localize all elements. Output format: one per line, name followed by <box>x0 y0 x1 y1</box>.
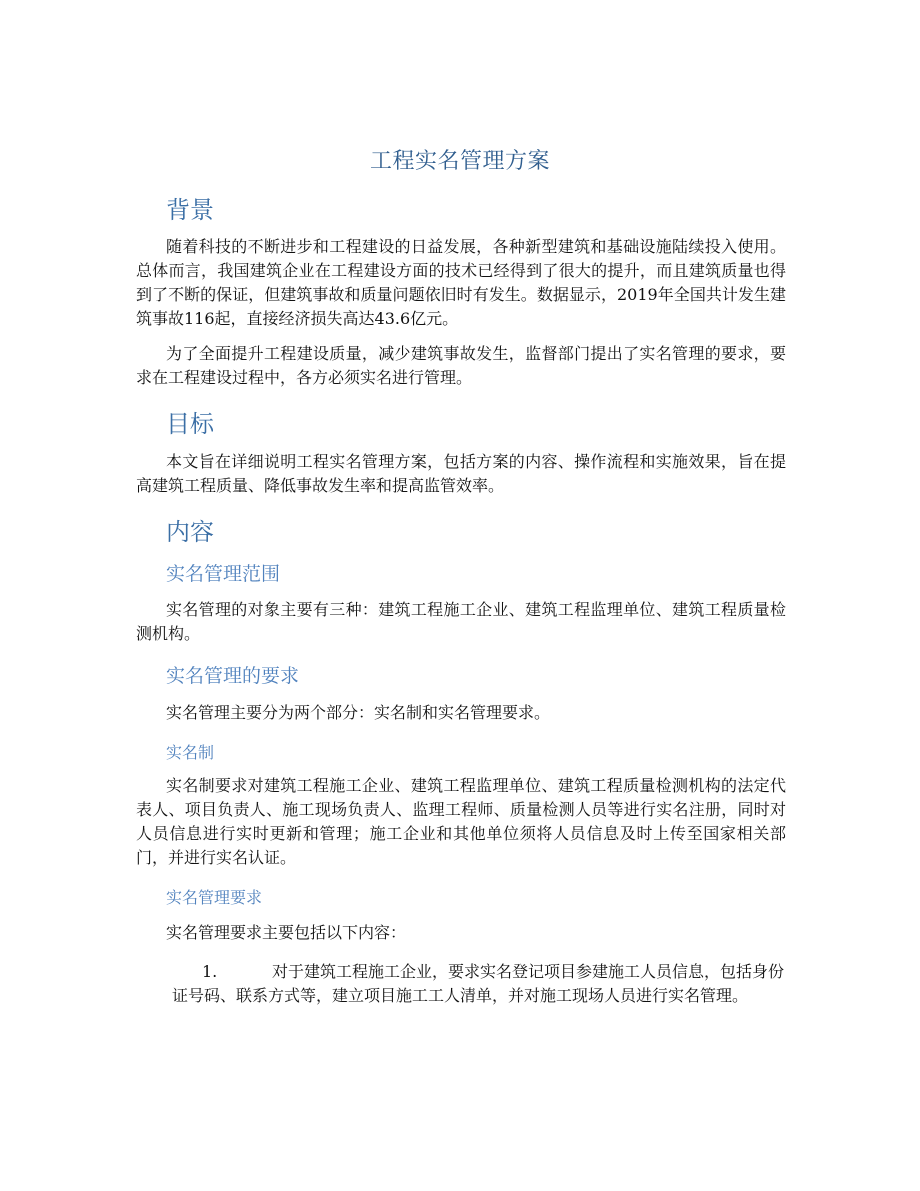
heading-scope: 实名管理范围 <box>166 563 281 585</box>
list-item-text: 对于建筑工程施工企业，要求实名登记项目参建施工人员信息，包括身份证号码、联系方式等，建立项目施工工人清单，并对施工现场人员进行实名管理。 <box>172 962 785 1005</box>
paragraph-background-2: 为了全面提升工程建设质量，减少建筑事故发生，监督部门提出了实名管理的要求，要求在工程建设过程中，各方必须实名进行管理。 <box>136 344 786 387</box>
list-item-number: 1. <box>202 962 218 981</box>
heading-real-name-system: 实名制 <box>166 743 215 762</box>
paragraph-goal: 本文旨在详细说明工程实名管理方案，包括方案的内容、操作流程和实施效果，旨在提高建筑工程质量、降低事故发生率和提高监管效率。 <box>136 452 786 495</box>
paragraph-requirements: 实名管理主要分为两个部分：实名制和实名管理要求。 <box>166 703 551 722</box>
heading-management-requirements: 实名管理要求 <box>166 888 263 907</box>
list-item <box>172 960 786 1008</box>
heading-background: 背景 <box>166 196 214 224</box>
heading-content: 内容 <box>166 518 214 546</box>
heading-requirements: 实名管理的要求 <box>166 665 300 687</box>
paragraph-background-1: 随着科技的不断进步和工程建设的日益发展，各种新型建筑和基础设施陆续投入使用。总体而言，我国建筑企业在工程建设方面的技术已经得到了很大的提升，而且建筑质量也得到了不断的保证，但建筑事故和质量问题依旧时有发生。数据显示，2019年全国共计发生建筑事故116起，直接经济损失高达43.6亿元。 <box>136 237 786 328</box>
heading-goal: 目标 <box>166 410 214 438</box>
paragraph-management-intro: 实名管理要求主要包括以下内容： <box>166 923 407 942</box>
paragraph-real-name-system: 实名制要求对建筑工程施工企业、建筑工程监理单位、建筑工程质量检测机构的法定代表人、项目负责人、施工现场负责人、监理工程师、质量检测人员等进行实名注册，同时对人员信息进行实时更新和管理；施工企业和其他单位须将人员信息及时上传至国家相关部门，并进行实名认证。 <box>136 776 786 867</box>
document-title: 工程实名管理方案 <box>369 149 550 174</box>
paragraph-scope: 实名管理的对象主要有三种：建筑工程施工企业、建筑工程监理单位、建筑工程质量检测机构。 <box>136 600 786 643</box>
